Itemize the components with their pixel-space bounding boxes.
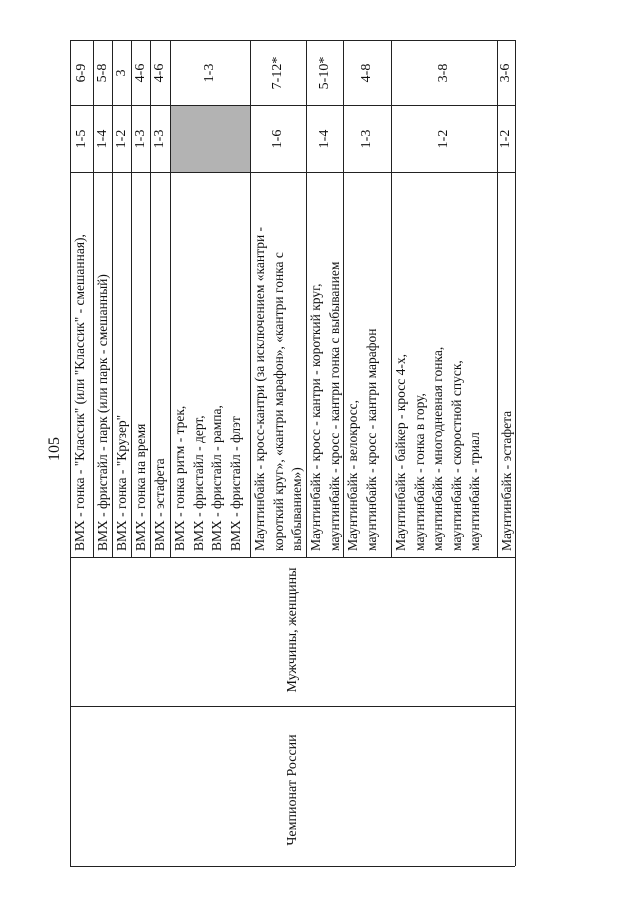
row-10-discipline-cell xyxy=(391,172,497,557)
discipline-line: маунтинбайк - гонка в гору, xyxy=(411,393,427,551)
row-5-discipline-cell xyxy=(150,172,170,557)
row-6-discipline-cell xyxy=(170,172,250,557)
gray-cell xyxy=(171,106,250,172)
row-7-discipline-cell xyxy=(250,172,306,557)
row-11-discipline-cell xyxy=(497,172,515,557)
row-3-discipline-cell xyxy=(112,172,131,557)
row-4-age: 1-3 xyxy=(132,129,148,148)
table-bottom-border xyxy=(70,866,515,867)
band-sep-part-comp xyxy=(70,706,515,707)
row-8-discipline-cell xyxy=(306,172,343,557)
row-5-age: 1-3 xyxy=(152,129,167,148)
discipline-text xyxy=(497,174,515,555)
participants-label: Мужчины, женщины xyxy=(285,567,300,693)
row-2-age: 1-4 xyxy=(94,129,110,148)
page-number: 105 xyxy=(46,437,63,461)
row-9-age: 1-3 xyxy=(359,129,374,148)
row-11-places: 3-6 xyxy=(498,63,513,82)
table-right-border xyxy=(515,40,516,866)
discipline-line: короткий круг», «кантри марафон», «кантри гонка с xyxy=(270,252,286,551)
row-3-age: 1-2 xyxy=(113,129,129,148)
band-sep-disc-part xyxy=(70,557,515,558)
discipline-line: ВМХ - фристайл - флэт xyxy=(227,416,243,551)
row-1-discipline-cell xyxy=(70,172,93,557)
row-2-places: 5-8 xyxy=(94,63,110,82)
discipline-text xyxy=(250,174,306,555)
discipline-text xyxy=(343,174,391,555)
row-2-discipline-cell xyxy=(93,172,112,557)
discipline-line: Маунтинбайк - велокросс, xyxy=(345,399,360,551)
row-8-age: 1-4 xyxy=(316,129,332,148)
discipline-line: маунтинбайк - многодневная гонка, xyxy=(430,346,445,551)
row-4-discipline-cell xyxy=(131,172,150,557)
row-9-places: 4-8 xyxy=(359,63,374,82)
discipline-line: ВМХ - гонка - "Крузер" xyxy=(114,414,129,551)
row-3-places: 3 xyxy=(113,69,129,76)
discipline-line: ВМХ - фристайл - парк (или парк - смешанный) xyxy=(95,274,110,551)
discipline-line: маунтинбайк - кросс - кантри гонка с выбыванием xyxy=(326,261,342,551)
discipline-text xyxy=(391,174,497,555)
row-1-age: 1-5 xyxy=(73,129,89,148)
row-8-places: 5-10* xyxy=(316,56,332,89)
discipline-text xyxy=(112,174,131,555)
row-10-places: 3-8 xyxy=(436,63,451,82)
table-top-border xyxy=(70,40,515,41)
discipline-line: маунтинбайк - триал xyxy=(467,432,482,551)
row-4-places: 4-6 xyxy=(132,63,148,82)
band-sep-places-age xyxy=(70,105,515,106)
row-5-places: 4-6 xyxy=(152,63,167,82)
discipline-line: ВМХ - гонка на время xyxy=(133,423,148,551)
discipline-text xyxy=(150,174,170,555)
row-1-places: 6-9 xyxy=(73,63,89,82)
discipline-line: ВМХ - гонка - "Классик" (или "Классик" - смешанная), xyxy=(72,234,87,551)
discipline-line: Маунтинбайк - эстафета xyxy=(499,410,514,551)
discipline-line: выбыванием») xyxy=(289,467,304,551)
row-11-age: 1-2 xyxy=(498,129,513,148)
row-7-places: 7-12* xyxy=(270,56,285,89)
discipline-line: маунтинбайк - кросс - кантри марафон xyxy=(363,328,379,551)
row-6-places: 1-3 xyxy=(202,63,217,82)
discipline-line: ВМХ - эстафета xyxy=(152,458,167,551)
discipline-line: ВМХ - фристайл - дерт, xyxy=(190,415,206,551)
row-7-age: 1-6 xyxy=(270,129,285,148)
discipline-line: Маунтинбайк - байкер - кросс 4-х, xyxy=(393,354,408,551)
discipline-text xyxy=(70,174,93,555)
discipline-line: маунтинбайк - скоростной спуск, xyxy=(448,360,464,551)
row-9-discipline-cell xyxy=(343,172,391,557)
discipline-line: Маунтинбайк - кросс - кантри - короткий круг, xyxy=(308,283,323,551)
discipline-line: Маунтинбайк - кросс-кантри (за исключением «кантри - xyxy=(252,226,267,551)
discipline-line: ВМХ - фристайл - рампа, xyxy=(209,405,224,551)
discipline-line: ВМХ - гонка ритм - трек, xyxy=(172,405,187,551)
discipline-text xyxy=(306,174,343,555)
discipline-text xyxy=(93,174,112,555)
row-10-age: 1-2 xyxy=(436,129,451,148)
competition-name: Чемпионат России xyxy=(285,734,300,846)
discipline-text xyxy=(170,174,250,555)
discipline-text xyxy=(131,174,150,555)
